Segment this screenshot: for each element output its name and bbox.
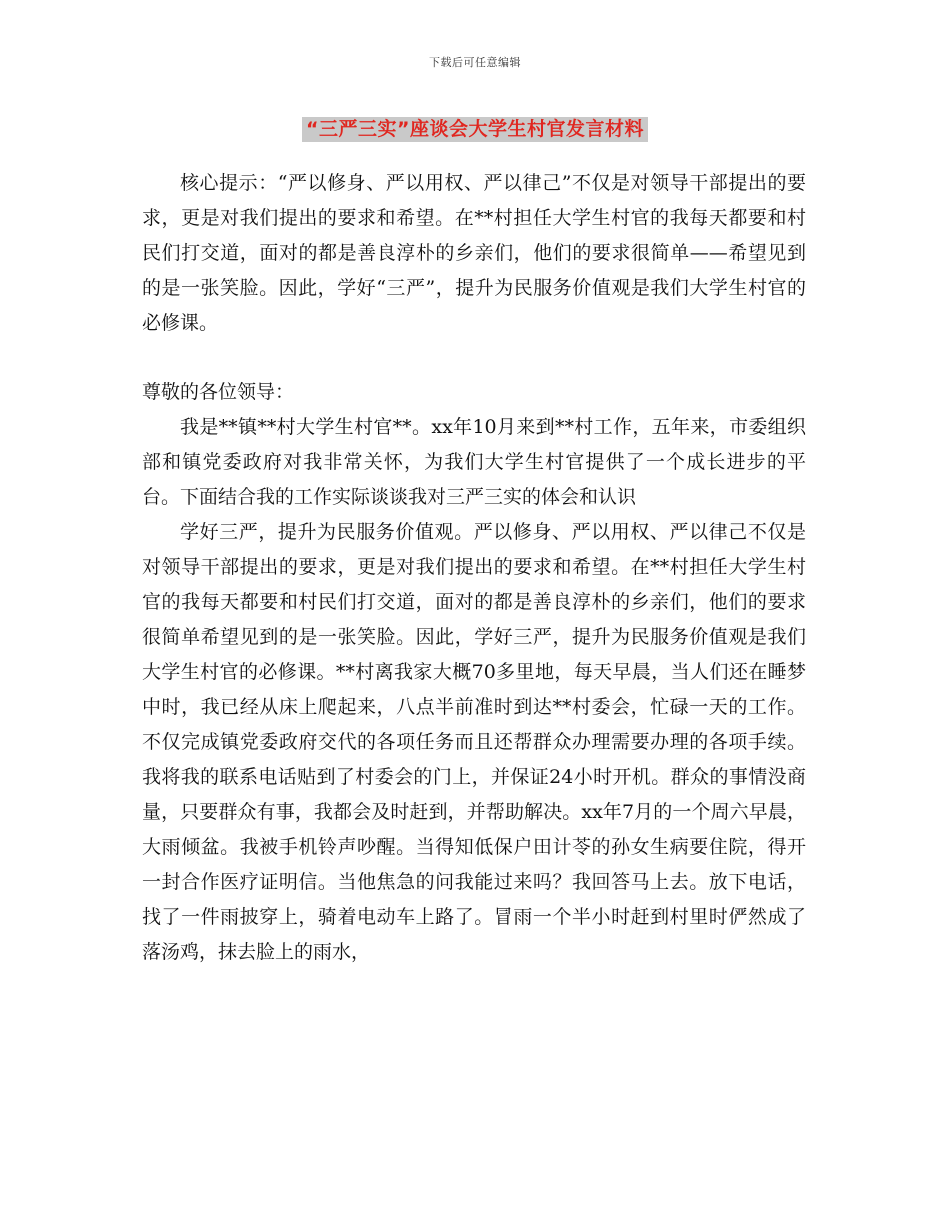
summary-paragraph: 核心提示：“严以修身、严以用权、严以律己”不仅是对领导干部提出的要求，更是对我们提出的要求和希望。在**村担任大学生村官的我每天都要和村民们打交道，面对的都是善良淳朴的乡亲们，他们的要求很简单——希望见到的是一张笑脸。因此，学好“三严”，提升为民服务价值观是我们大学生村官的必修课。 (142, 172, 806, 334)
salutation: 尊敬的各位领导： (142, 381, 295, 403)
page-header-note: 下载后可任意编辑 (429, 56, 521, 69)
document-title: “三严三实”座谈会大学生村官发言材料 (302, 117, 648, 142)
document-body (142, 166, 806, 970)
body-paragraph-2: 学好三严，提升为民服务价值观。严以修身、严以用权、严以律己不仅是对领导干部提出的要求，更是对我们提出的要求和希望。在**村担任大学生村官的我每天都要和村民们打交道，面对的都是善良淳朴的乡亲们，他们的要求很简单希望见到的是一张笑脸。因此，学好三严，提升为民服务价值观是我们大学生村官的必修课。**村离我家大概70多里地，每天早晨，当人们还在睡梦中时，我已经从床上爬起来，八点半前准时到达**村委会，忙碌一天的工作。不仅完成镇党委政府交代的各项任务而且还帮群众办理需要办理的各项手续。我将我的联系电话贴到了村委会的门上，并保证24小时开机。群众的事情没商量，只要群众有事，我都会及时赶到，并帮助解决。xx年7月的一个周六早晨，大雨倾盆。我被手机铃声吵醒。当得知低保户田计苓的孙女生病要住院，得开一封合作医疗证明信。当他焦急的问我能过来吗？我回答马上去。放下电话，找了一件雨披穿上，骑着电动车上路了。冒雨一个半小时赶到村里时俨然成了落汤鸡，抹去脸上的雨水， (142, 521, 806, 963)
paragraph-spacer (142, 341, 806, 375)
title-container (0, 117, 950, 142)
body-paragraph-1: 我是**镇**村大学生村官**。xx年10月来到**村工作，五年来，市委组织部和镇党委政府对我非常关怀，为我们大学生村官提供了一个成长进步的平台。下面结合我的工作实际谈谈我对三严三实的体会和认识 (142, 416, 806, 508)
